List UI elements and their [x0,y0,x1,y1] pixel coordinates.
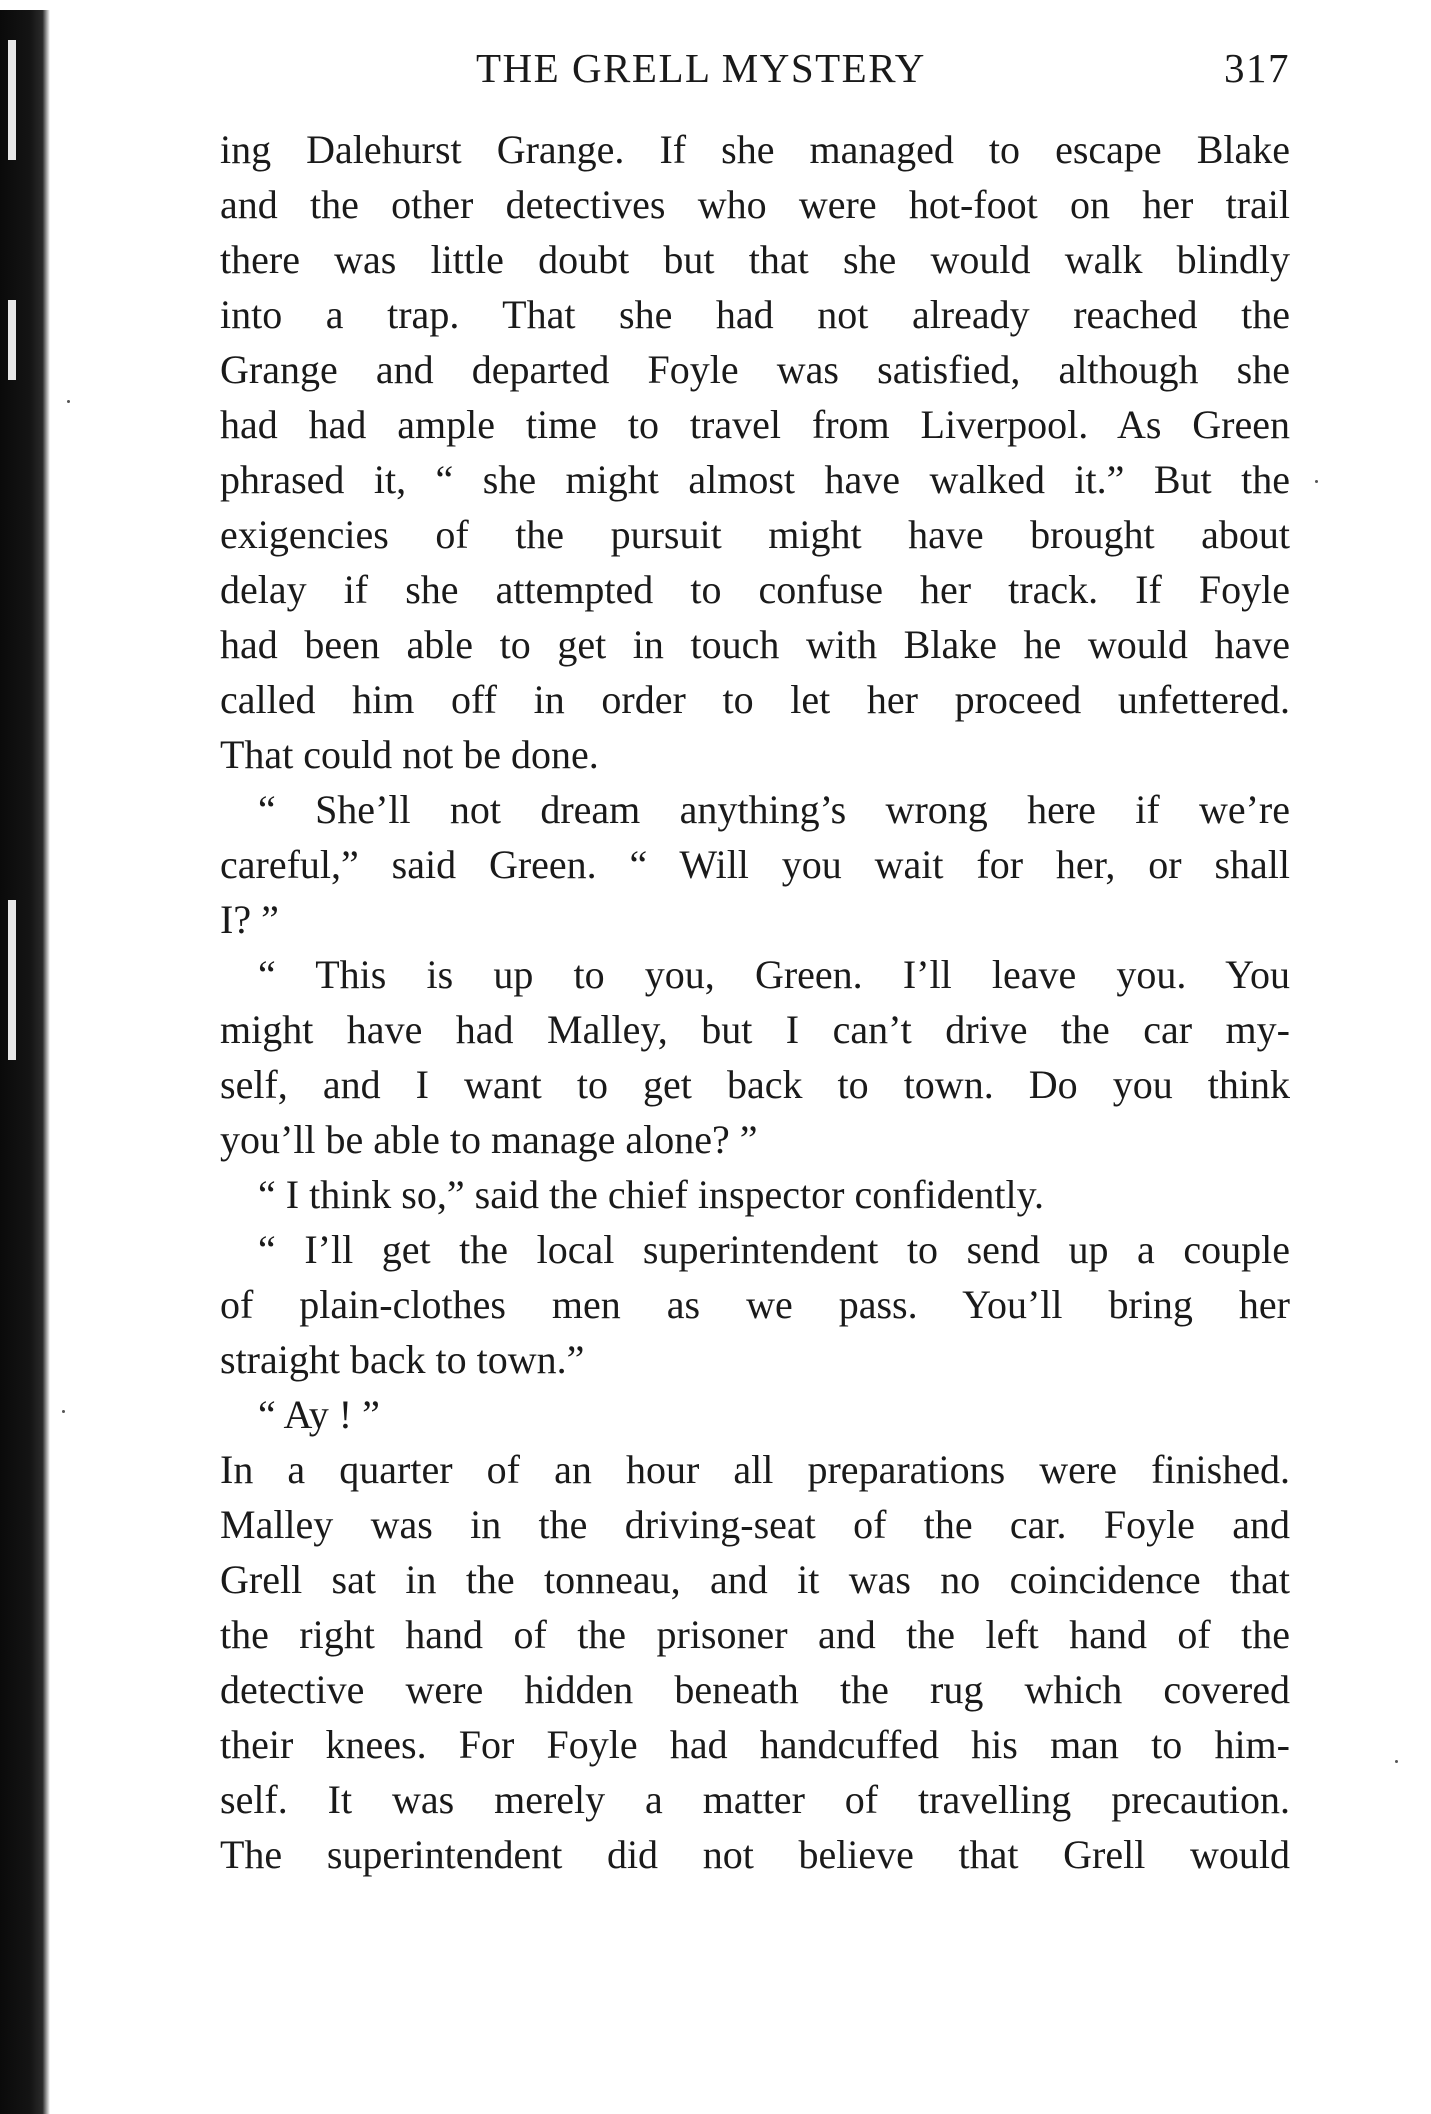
running-header [220,44,1290,104]
text-line: straight back to town.” [220,1337,585,1382]
text-line: careful,” said Green. “ Will you wait for her, or shall [220,842,1290,887]
text-line: delay if she attempted to confuse her track. If Foyle [220,567,1290,612]
paper-speck [62,1410,65,1413]
text-line: “ This is up to you, Green. I’ll leave you. You [258,952,1290,997]
text-line: detective were hidden beneath the rug which covered [220,1667,1290,1712]
page-number: 317 [1224,45,1290,91]
text-line: might have had Malley, but I can’t drive the car my- [220,1007,1290,1052]
spine-highlight [8,40,16,160]
paper-speck [67,400,70,403]
text-line: Grange and departed Foyle was satisfied, although she [220,347,1290,392]
body-text [220,122,1290,1882]
text-line: “ I think so,” said the chief inspector confidently. [258,1172,1045,1217]
paper-speck [1395,1760,1398,1763]
text-line: In a quarter of an hour all preparations were finished. [220,1447,1290,1492]
text-line: The superintendent did not believe that Grell would [220,1832,1290,1877]
text-line: their knees. For Foyle had handcuffed his man to him- [220,1722,1290,1767]
text-line: That could not be done. [220,732,599,777]
paper-speck [1315,480,1318,483]
text-line: exigencies of the pursuit might have brought about [220,512,1290,557]
text-line: “ I’ll get the local superintendent to send up a couple [258,1227,1290,1272]
text-line: ing Dalehurst Grange. If she managed to escape Blake [220,127,1290,172]
text-line: “ Ay ! ” [258,1392,380,1437]
text-line: of plain-clothes men as we pass. You’ll bring her [220,1282,1290,1327]
text-line: called him off in order to let her proceed unfettered. [220,677,1290,722]
spine-highlight [8,300,16,380]
text-line: I? ” [220,897,279,942]
text-line: Malley was in the driving-seat of the car. Foyle and [220,1502,1290,1547]
text-line: had had ample time to travel from Liverpool. As Green [220,402,1290,447]
spine-highlight [8,900,16,1060]
text-line: had been able to get in touch with Blake he would have [220,622,1290,667]
text-line: into a trap. That she had not already reached the [220,292,1290,337]
text-line: self, and I want to get back to town. Do you think [220,1062,1290,1107]
text-line: and the other detectives who were hot-foot on her trail [220,182,1290,227]
text-line: the right hand of the prisoner and the left hand of the [220,1612,1290,1657]
text-line: phrased it, “ she might almost have walked it.” But the [220,457,1290,502]
text-line: you’ll be able to manage alone? ” [220,1117,758,1162]
text-line: “ She’ll not dream anything’s wrong here if we’re [258,787,1290,832]
text-line: there was little doubt but that she would walk blindly [220,237,1290,282]
running-title: THE GRELL MYSTERY [476,45,926,91]
text-line: Grell sat in the tonneau, and it was no coincidence that [220,1557,1290,1602]
text-line: self. It was merely a matter of travelling precaution. [220,1777,1290,1822]
